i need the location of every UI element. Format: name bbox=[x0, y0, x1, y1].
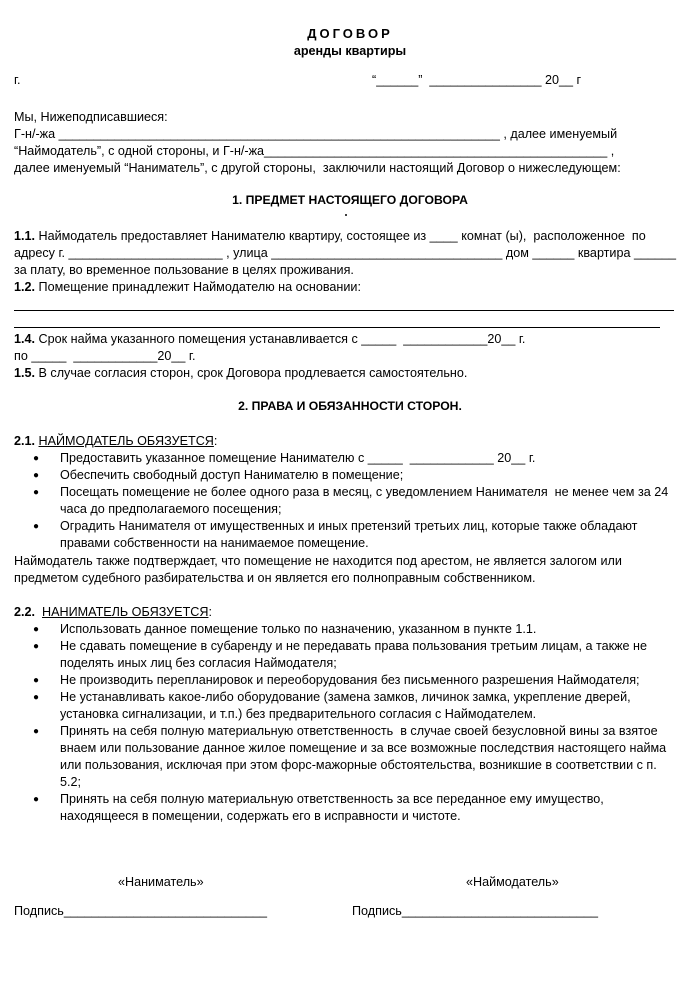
clause-2-1-heading bbox=[14, 433, 217, 449]
tenant-obligations-title: НАНИМАТЕЛЬ ОБЯЗУЕТСЯ bbox=[42, 605, 209, 619]
clause-number: 1.2. bbox=[14, 280, 36, 294]
bullet-icon: ● bbox=[33, 692, 40, 703]
clause-text: Наймодатель предоставляет Нанимателю квартиру, состоящее из ____ комнат (ы), расположенное по bbox=[35, 229, 646, 243]
clause-1-1-line-2: адресу г. ______________________ , улица _________________________________ дом ______ квартира ______ bbox=[14, 246, 677, 260]
tenant-signature-label: «Наниматель» bbox=[118, 875, 204, 889]
clause-1-4 bbox=[14, 331, 525, 347]
list-item-continued: или пользования, исключая при этом форс-мажорные обстоятельства, возникшие в соответствии с п. bbox=[60, 758, 657, 772]
clause-number: 1.5. bbox=[14, 366, 36, 380]
blank-line bbox=[14, 310, 674, 311]
list-item: Посещать помещение не более одного раза в месяц, с уведомлением Нанимателя не менее чем за 24 bbox=[60, 485, 669, 499]
landlord-signature-label: «Наймодатель» bbox=[466, 875, 559, 889]
list-item-continued: установка сигнализации, и т.п.) без предварительного согласия с Наймодателем. bbox=[60, 707, 537, 721]
clause-number: 2.2. bbox=[14, 605, 36, 619]
list-item: Принять на себя полную материальную ответственность в случае своей безусловной вины за взятое bbox=[60, 724, 658, 738]
clause-1-1-line-3: за плату, во временное пользование в целях проживания. bbox=[14, 263, 354, 277]
bullet-icon: ● bbox=[33, 675, 40, 686]
parties-intro: Мы, Нижеподписавшиеся: bbox=[14, 110, 168, 124]
list-item: Использовать данное помещение только по назначению, указанном в пункте 1.1. bbox=[60, 622, 537, 636]
stray-dot bbox=[345, 214, 347, 216]
parties-line: далее именуемый “Наниматель”, с другой стороны, заключили настоящий Договор о нижеследующем: bbox=[14, 161, 621, 175]
bullet-icon: ● bbox=[33, 726, 40, 737]
landlord-signature-field: Подпись____________________________ bbox=[352, 904, 598, 918]
bullet-icon: ● bbox=[33, 470, 40, 481]
clause-1-5 bbox=[14, 365, 467, 381]
landlord-note: предметом судебного разбирательства и он является его полноправным собственником. bbox=[14, 571, 536, 585]
list-item-continued: находящееся в помещении, содержать его в исправности и чистоте. bbox=[60, 809, 461, 823]
parties-line: “Наймодатель”, с одной стороны, и Г-н/-жа_________________________________________________ , bbox=[14, 144, 615, 158]
parties-line: Г-н/-жа _______________________________________________________________ , далее именуемый bbox=[14, 127, 618, 141]
clause-text: Срок найма указанного помещения устанавливается с _____ ____________20__ г. bbox=[35, 332, 526, 346]
clause-text: Помещение принадлежит Наймодателю на основании: bbox=[35, 280, 361, 294]
document-title: ДОГОВОР bbox=[307, 26, 393, 41]
bullet-icon: ● bbox=[33, 641, 40, 652]
bullet-icon: ● bbox=[33, 794, 40, 805]
list-item-continued: 5.2; bbox=[60, 775, 82, 789]
section-2-heading: 2. ПРАВА И ОБЯЗАННОСТИ СТОРОН. bbox=[238, 399, 462, 413]
city-field: г. bbox=[14, 73, 21, 87]
section-1-heading: 1. ПРЕДМЕТ НАСТОЯЩЕГО ДОГОВОРА bbox=[232, 193, 468, 207]
bullet-icon: ● bbox=[33, 453, 40, 464]
list-item-continued: часа до предполагаемого посещения; bbox=[60, 502, 282, 516]
tenant-signature-field: Подпись_____________________________ bbox=[14, 904, 267, 918]
list-item: Не производить перепланировок и переоборудования без письменного разрешения Наймодателя; bbox=[60, 673, 640, 687]
list-item-continued: поделять иных лиц без согласия Наймодателя; bbox=[60, 656, 337, 670]
clause-1-4-line-2: по _____ ____________20__ г. bbox=[14, 349, 196, 363]
list-item: Предоставить указанное помещение Нанимателю с _____ ____________ 20__ г. bbox=[60, 451, 536, 465]
clause-number: 2.1. bbox=[14, 434, 36, 448]
clause-1-1 bbox=[14, 228, 646, 244]
clause-number: 1.4. bbox=[14, 332, 36, 346]
colon: : bbox=[213, 434, 218, 448]
list-item-continued: внаем или пользование данное жилое помещение и за все возможные последствия настоящего найма bbox=[60, 741, 667, 755]
list-item: Принять на себя полную материальную ответственность за все переданное ему имущество, bbox=[60, 792, 604, 806]
clause-2-2-heading bbox=[14, 604, 212, 620]
list-item: Оградить Нанимателя от имущественных и иных претензий третьих лиц, которые также обладают bbox=[60, 519, 638, 533]
list-item: Не сдавать помещение в субаренду и не передавать права пользования третьим лицам, а также не bbox=[60, 639, 648, 653]
landlord-note: Наймодатель также подтверждает, что помещение не находится под арестом, не является залогом или bbox=[14, 554, 622, 568]
list-item: Не устанавливать какое-либо оборудование (замена замков, личинок замка, укрепление дверей, bbox=[60, 690, 631, 704]
colon: : bbox=[208, 605, 212, 619]
list-item: Обеспечить свободный доступ Нанимателю в помещение; bbox=[60, 468, 404, 482]
blank-line bbox=[14, 327, 660, 328]
bullet-icon: ● bbox=[33, 487, 40, 498]
clause-1-2 bbox=[14, 279, 361, 295]
landlord-obligations-title: НАЙМОДАТЕЛЬ ОБЯЗУЕТСЯ bbox=[38, 434, 214, 448]
list-item-continued: правами собственности на нанимаемое помещение. bbox=[60, 536, 369, 550]
clause-number: 1.1. bbox=[14, 229, 36, 243]
document-subtitle: аренды квартиры bbox=[293, 44, 407, 58]
bullet-icon: ● bbox=[33, 521, 40, 532]
clause-text: В случае согласия сторон, срок Договора продлевается самостоятельно. bbox=[35, 366, 468, 380]
bullet-icon: ● bbox=[33, 624, 40, 635]
date-field: “______” ________________ 20__ г bbox=[372, 73, 582, 87]
